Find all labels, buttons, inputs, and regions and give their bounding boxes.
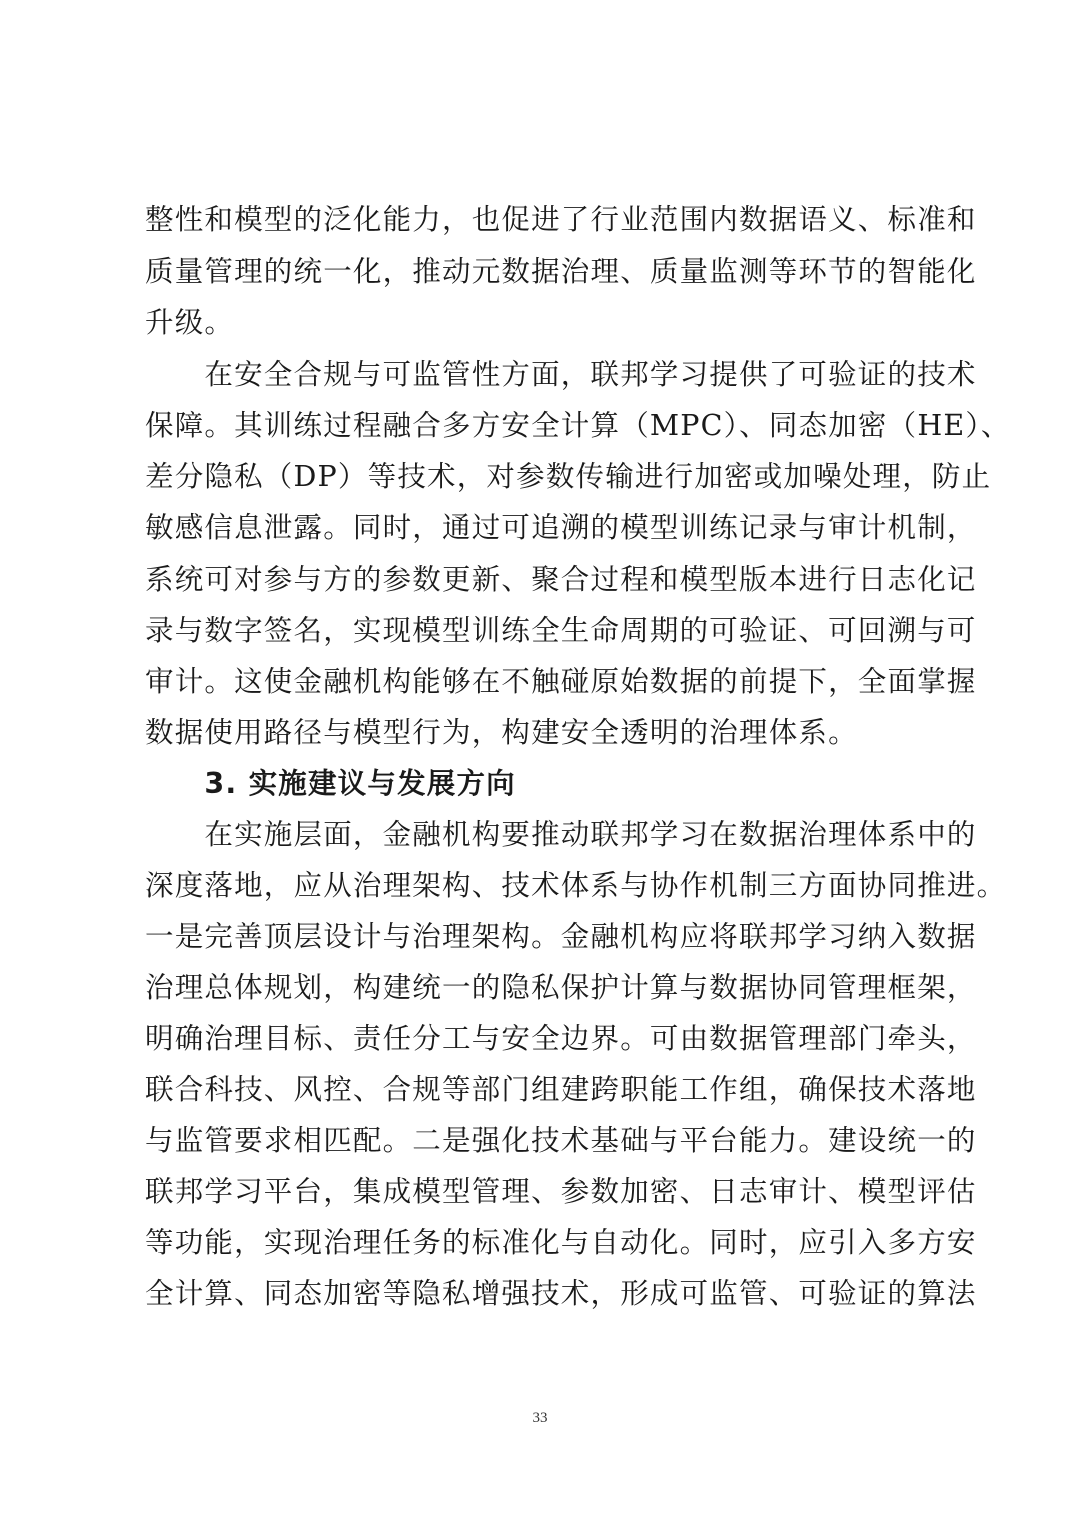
- text-line: 一是完善顶层设计与治理架构。金融机构应将联邦学习纳入数据: [145, 920, 977, 953]
- text-line: 保障。其训练过程融合多方安全计算（MPC）、同态加密（HE）、: [145, 409, 1011, 442]
- text-line: 深度落地，应从治理架构、技术体系与协作机制三方面协同推进。: [145, 869, 1007, 902]
- section-heading: 3. 实施建议与发展方向: [145, 767, 516, 800]
- text-line: 联邦学习平台，集成模型管理、参数加密、日志审计、模型评估: [145, 1175, 977, 1208]
- text-line: 在实施层面，金融机构要推动联邦学习在数据治理体系中的: [145, 818, 977, 851]
- text-line: 等功能，实现治理任务的标准化与自动化。同时，应引入多方安: [145, 1226, 977, 1259]
- text-line: 与监管要求相匹配。二是强化技术基础与平台能力。建设统一的: [145, 1124, 977, 1157]
- text-line: 审计。这使金融机构能够在不触碰原始数据的前提下，全面掌握: [145, 665, 977, 698]
- text-line: 治理总体规划，构建统一的隐私保护计算与数据协同管理框架，: [145, 971, 977, 1004]
- page-number: 33: [532, 1410, 548, 1426]
- text-line: 录与数字签名，实现模型训练全生命周期的可验证、可回溯与可: [145, 614, 977, 647]
- text-line: 全计算、同态加密等隐私增强技术，形成可监管、可验证的算法: [145, 1277, 977, 1310]
- text-line: 质量管理的统一化，推动元数据治理、质量监测等环节的智能化: [145, 255, 977, 288]
- text-line: 升级。: [145, 306, 235, 339]
- text-line: 差分隐私（DP）等技术，对参数传输进行加密或加噪处理，防止: [145, 460, 992, 493]
- text-line: 在安全合规与可监管性方面，联邦学习提供了可验证的技术: [145, 358, 977, 391]
- text-line: 系统可对参与方的参数更新、聚合过程和模型版本进行日志化记: [145, 563, 977, 596]
- text-line: 数据使用路径与模型行为，构建安全透明的治理体系。: [145, 716, 858, 749]
- text-line: 整性和模型的泛化能力，也促进了行业范围内数据语义、标准和: [145, 203, 977, 236]
- text-line: 联合科技、风控、合规等部门组建跨职能工作组，确保技术落地: [145, 1073, 977, 1106]
- text-line: 明确治理目标、责任分工与安全边界。可由数据管理部门牵头，: [145, 1022, 977, 1055]
- text-line: 敏感信息泄露。同时，通过可追溯的模型训练记录与审计机制，: [145, 511, 977, 544]
